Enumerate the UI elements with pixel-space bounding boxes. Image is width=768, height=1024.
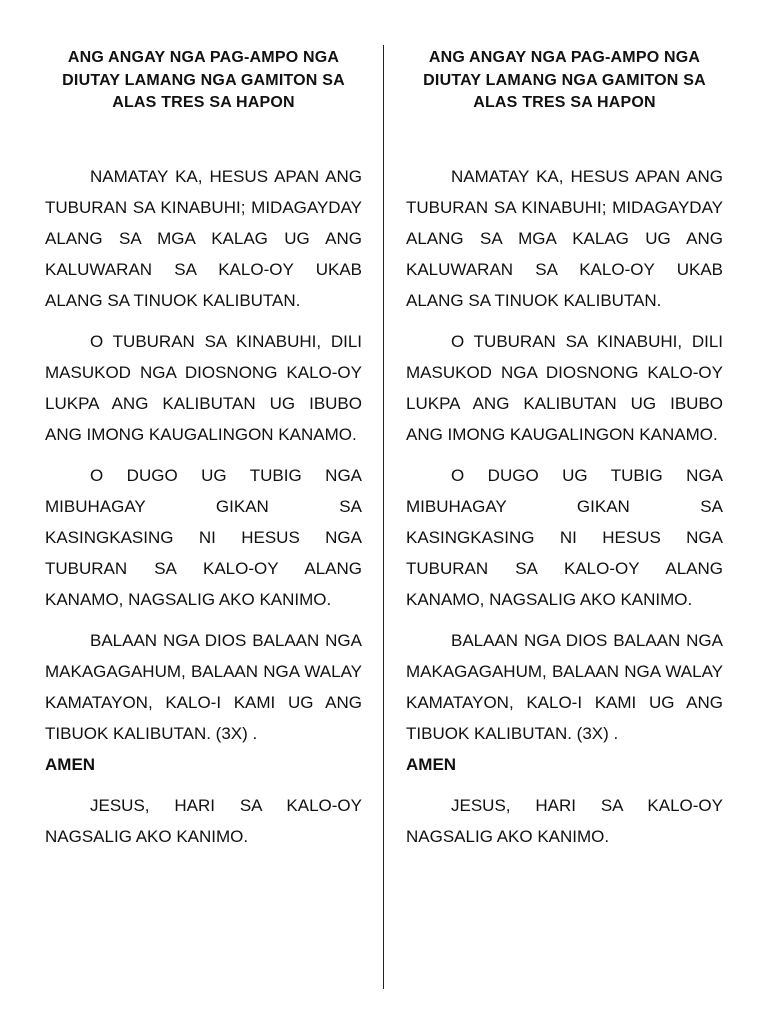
prayer-body [406,161,723,862]
prayer-paragraph-4 [45,625,362,780]
prayer-paragraph-5: JESUS, HARI SA KALO-OY NAGSALIG AKO KANIMO. [45,796,362,846]
prayer-paragraph-5: JESUS, HARI SA KALO-OY NAGSALIG AKO KANIMO. [406,796,723,846]
prayer-paragraph-2: O TUBURAN SA KINABUHI, DILI MASUKOD NGA DIOSNONG KALO-OY LUKPA ANG KALIBUTAN UG IBUBO ANG IMONG KAUGALINGON KANAMO. [406,332,723,444]
prayer-paragraph-1: NAMATAY KA, HESUS APAN ANG TUBURAN SA KINABUHI; MIDAGAYDAY ALANG SA MGA KALAG UG ANG KALUWARAN SA KALO-OY UKAB ALANG SA TINUOK KALIBUTAN. [406,167,723,310]
prayer-title: ANG ANGAY NGA PAG-AMPO NGA DIUTAY LAMANG NGA GAMITON SA ALAS TRES SA HAPON [62,49,345,111]
prayer-paragraph-2: O TUBURAN SA KINABUHI, DILI MASUKOD NGA DIOSNONG KALO-OY LUKPA ANG KALIBUTAN UG IBUBO ANG IMONG KAUGALINGON KANAMO. [45,332,362,444]
prayer-paragraph-4-text: BALAAN NGA DIOS BALAAN NGA MAKAGAGAHUM, BALAAN NGA WALAY KAMATAYON, KALO-I KAMI UG ANG TIBUOK KALIBUTAN. (3X) . [406,631,723,743]
prayer-body [45,161,362,862]
amen-label: AMEN [406,755,457,774]
prayer-paragraph-3: O DUGO UG TUBIG NGA MIBUHAGAY GIKAN SA KASINGKASING NI HESUS NGA TUBURAN SA KALO-OY ALANG KANAMO, NAGSALIG AKO KANIMO. [45,466,362,609]
prayer-paragraph-1: NAMATAY KA, HESUS APAN ANG TUBURAN SA KINABUHI; MIDAGAYDAY ALANG SA MGA KALAG UG ANG KALUWARAN SA KALO-OY UKAB ALANG SA TINUOK KALIBUTAN. [45,167,362,310]
prayer-paragraph-4 [406,625,723,780]
prayer-paragraph-4-text: BALAAN NGA DIOS BALAAN NGA MAKAGAGAHUM, BALAAN NGA WALAY KAMATAYON, KALO-I KAMI UG ANG TIBUOK KALIBUTAN. (3X) . [45,631,362,743]
amen-label: AMEN [45,755,96,774]
column-divider [383,45,384,989]
prayer-paragraph-3: O DUGO UG TUBIG NGA MIBUHAGAY GIKAN SA KASINGKASING NI HESUS NGA TUBURAN SA KALO-OY ALANG KANAMO, NAGSALIG AKO KANIMO. [406,466,723,609]
prayer-title: ANG ANGAY NGA PAG-AMPO NGA DIUTAY LAMANG NGA GAMITON SA ALAS TRES SA HAPON [423,49,706,111]
